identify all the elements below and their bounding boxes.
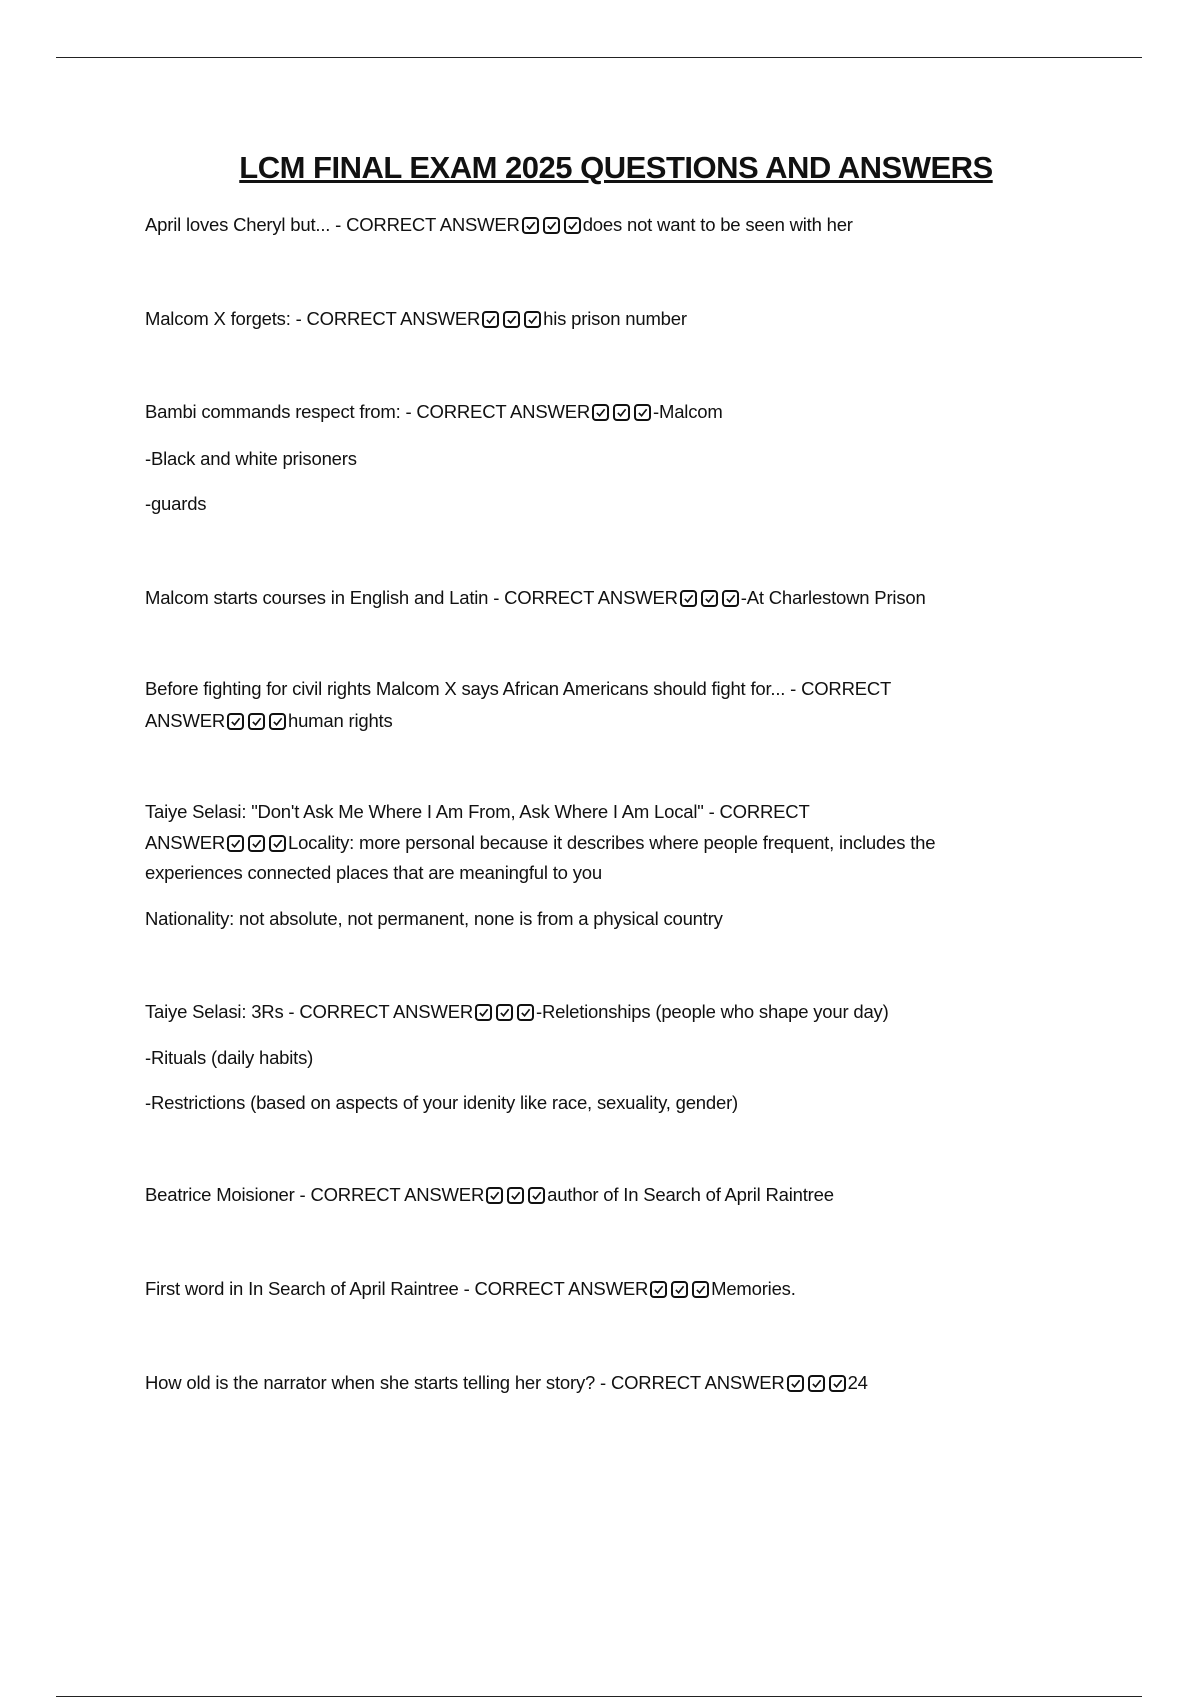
answer-marker: CORRECT ANSWER (474, 1278, 649, 1299)
question (145, 1278, 796, 1300)
question-text: First word in In Search of April Raintree - (145, 1278, 475, 1299)
question (145, 801, 810, 823)
checked-box-icon (528, 1187, 545, 1204)
checked-box-icon (671, 1281, 688, 1298)
question-text: Taiye Selasi: "Don't Ask Me Where I Am From, Ask Where I Am Local" - CORRECT (145, 801, 810, 822)
answer-text: -Black and white prisoners (145, 448, 357, 469)
top-rule (56, 57, 1142, 58)
answer-marker: CORRECT ANSWER (299, 1001, 473, 1022)
answer-line (145, 862, 602, 884)
question (145, 401, 723, 423)
bottom-rule (56, 1696, 1142, 1697)
answer-text: human rights (288, 710, 393, 731)
checked-box-icon (517, 1004, 534, 1021)
checked-box-icon (787, 1375, 804, 1392)
checked-box-icon (564, 217, 581, 234)
question (145, 1372, 868, 1394)
question (145, 214, 853, 236)
answer-line (145, 1047, 313, 1069)
question-text: April loves Cheryl but... - (145, 214, 347, 235)
checked-box-icon (496, 1004, 513, 1021)
checked-box-icon (650, 1281, 667, 1298)
checked-box-icon (808, 1375, 825, 1392)
answer-marker: CORRECT ANSWER (346, 214, 520, 235)
checked-box-icon (248, 713, 265, 730)
answer-text: -Malcom (653, 401, 723, 422)
answer-text: -Rituals (daily habits) (145, 1047, 314, 1068)
answer-text: 24 (847, 1372, 868, 1393)
answer-marker: CORRECT ANSWER (306, 308, 481, 329)
answer-text: -Reletionships (people who shape your day) (536, 1001, 889, 1022)
answer-text: -Restrictions (based on aspects of your idenity like race, sexuality, gender) (145, 1092, 738, 1113)
question (145, 1184, 834, 1206)
answer-text: does not want to be seen with her (582, 214, 853, 235)
answer-line (145, 908, 723, 930)
checked-box-icon (613, 404, 630, 421)
answer-line (145, 710, 393, 732)
checked-box-icon (503, 311, 520, 328)
checked-box-icon (680, 590, 697, 607)
answer-line (145, 448, 357, 470)
page-title: LCM FINAL EXAM 2025 QUESTIONS AND ANSWERS (239, 150, 993, 185)
answer-text: -At Charlestown Prison (740, 587, 926, 608)
question-text: Beatrice Moisioner - (145, 1184, 311, 1205)
answer-line (145, 832, 935, 854)
checked-box-icon (543, 217, 560, 234)
checked-box-icon (524, 311, 541, 328)
checked-box-icon (482, 311, 499, 328)
checked-box-icon (227, 713, 244, 730)
checked-box-icon (227, 835, 244, 852)
checked-box-icon (722, 590, 739, 607)
checked-box-icon (248, 835, 265, 852)
question-text: How old is the narrator when she starts telling her story? - (145, 1372, 611, 1393)
question-text: Taiye Selasi: 3Rs - (145, 1001, 300, 1022)
answer-line (145, 1092, 738, 1114)
checked-box-icon (475, 1004, 492, 1021)
answer-text: -guards (145, 493, 207, 514)
answer-text: Memories. (711, 1278, 796, 1299)
answer-line (145, 493, 206, 515)
answer-marker: CORRECT ANSWER (504, 587, 678, 608)
question (145, 308, 687, 330)
checked-box-icon (592, 404, 609, 421)
checked-box-icon (522, 217, 539, 234)
checked-box-icon (829, 1375, 846, 1392)
answer-marker: CORRECT ANSWER (310, 1184, 485, 1205)
question-text: Malcom starts courses in English and Latin - (145, 587, 505, 608)
checked-box-icon (269, 713, 286, 730)
checked-box-icon (486, 1187, 503, 1204)
question-text: Bambi commands respect from: - (145, 401, 417, 422)
checked-box-icon (507, 1187, 524, 1204)
checked-box-icon (692, 1281, 709, 1298)
answer-marker: CORRECT ANSWER (610, 1372, 785, 1393)
checked-box-icon (269, 835, 286, 852)
answer-text: experiences connected places that are meaningful to you (145, 862, 602, 883)
question (145, 1001, 889, 1023)
answer-text: his prison number (543, 308, 687, 329)
answer-marker: ANSWER (145, 710, 225, 731)
answer-marker: ANSWER (145, 832, 225, 853)
checked-box-icon (634, 404, 651, 421)
answer-marker: CORRECT ANSWER (416, 401, 591, 422)
answer-text: Nationality: not absolute, not permanent, none is from a physical country (145, 908, 723, 929)
question (145, 678, 891, 700)
question (145, 587, 926, 609)
answer-text: Locality: more personal because it describes where people frequent, includes the (288, 832, 936, 853)
question-text: Malcom X forgets: - (145, 308, 307, 329)
checked-box-icon (701, 590, 718, 607)
answer-text: author of In Search of April Raintree (547, 1184, 834, 1205)
question-text: Before fighting for civil rights Malcom X says African Americans should fight for... - CORRECT (145, 678, 892, 699)
